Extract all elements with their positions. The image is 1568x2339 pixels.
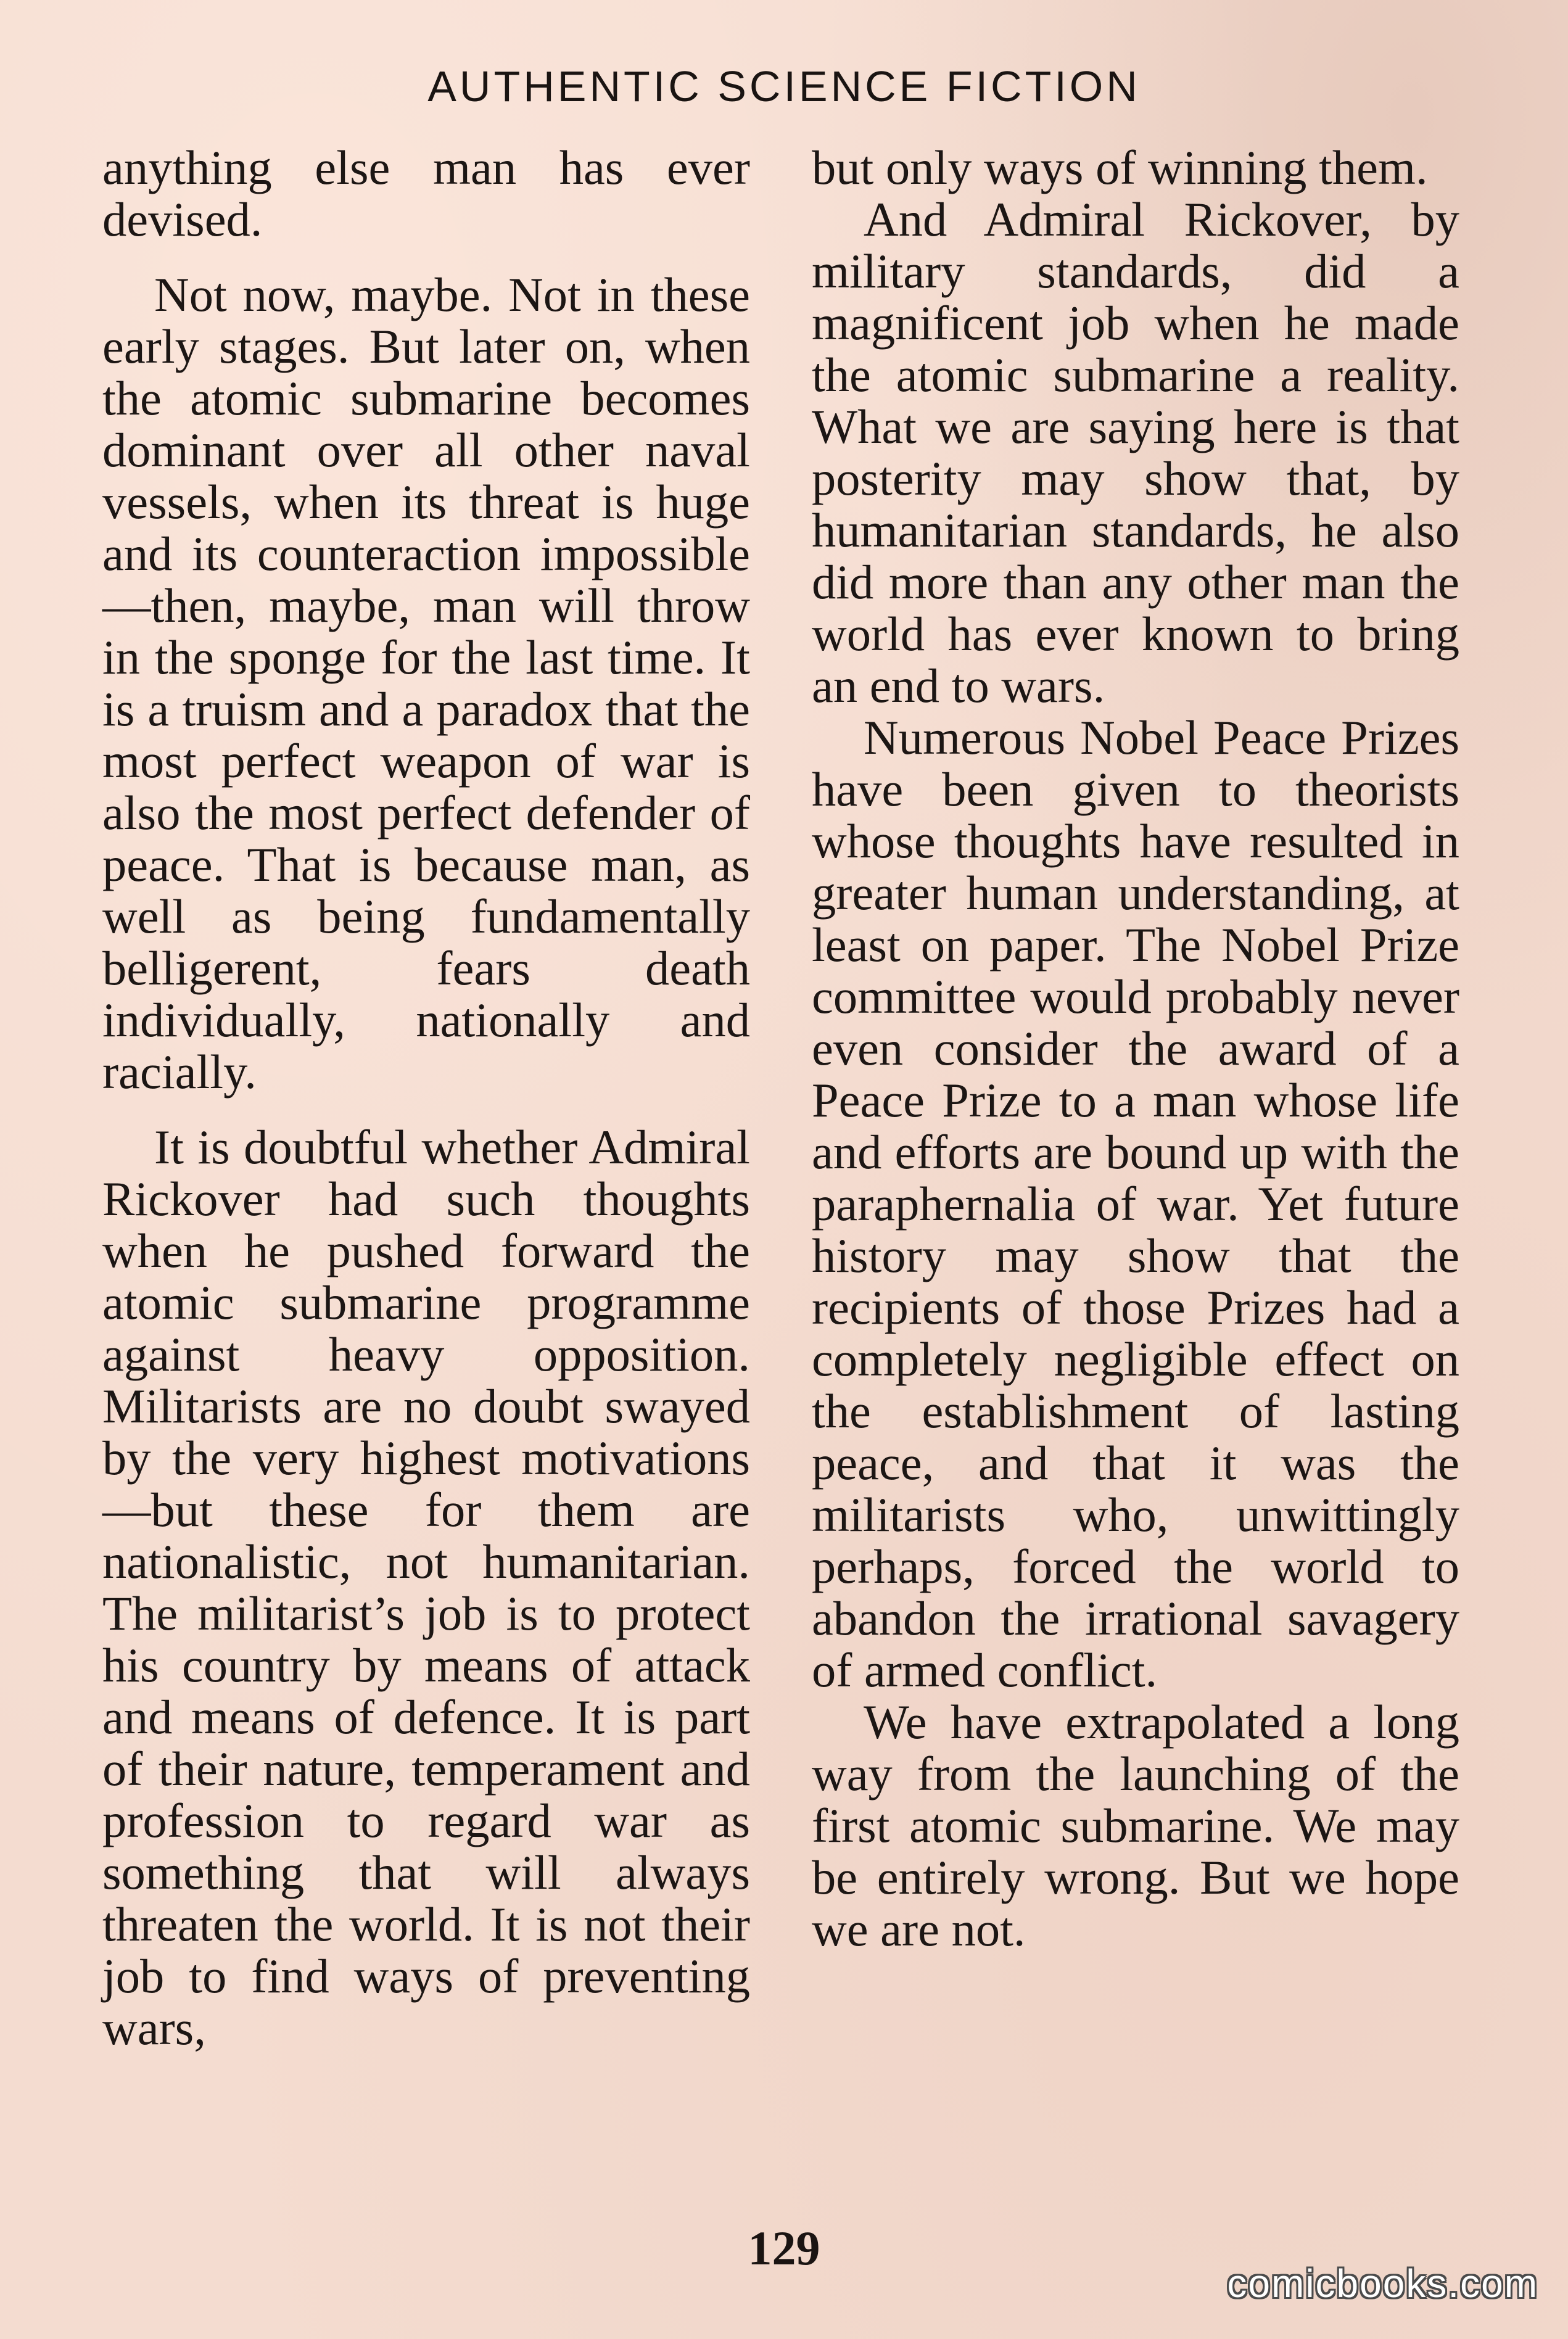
- paragraph: Numerous Nobel Peace Prizes have been given to theorists whose thoughts have resulted in greater human understanding, at least on paper. The Nobel Prize committee would probably never even consider the award of a Peace Prize to a man whose life and efforts are bound up with the paraphernalia of war. Yet future history may show that the recipients of those Prizes had a completely negligible effect on the establishment of lasting peace, and that it was the militarists who, unwittingly perhaps, forced the world to abandon the irrational savagery of armed conflict.: [812, 711, 1459, 1697]
- paragraph: We have extrapolated a long way from the launching of the first atomic submarine. We may be entirely wrong. But we hope we are not.: [812, 1695, 1459, 1956]
- paragraph: And Admiral Rickover, by military standards, did a magnificent job when he made the atomic submarine a reality. What we are saying here is that posterity may show that, by humanitarian standards, he also did more than any other man the world has ever known to bring an end to wars.: [812, 192, 1459, 712]
- running-head: AUTHENTIC SCIENCE FICTION: [427, 62, 1141, 110]
- left-column: [102, 142, 750, 2054]
- watermark: comicbooks.com: [1227, 2261, 1538, 2306]
- paragraph: anything else man has ever devised.: [102, 141, 750, 246]
- paragraph: but only ways of winning them.: [812, 141, 1428, 194]
- paragraph: It is doubtful whether Admiral Rickover had such thoughts when he pushed forward the atomic submarine programme against heavy opposition. Militarists are no doubt swayed by the very highest motivations—but these for them are nationalistic, not humanitarian. The militarist’s job is to protect his country by means of attack and means of defence. It is part of their nature, temperament and profession to regard war as something that will always threaten the world. It is not their job to find ways of preventing wars,: [102, 1120, 750, 2055]
- paragraph: Not now, maybe. Not in these early stages. But later on, when the atomic submarine becomes dominant over all other naval vessels, when its threat is huge and its counteraction impossible—then, maybe, man will throw in the sponge for the last time. It is a truism and a paradox that the most perfect weapon of war is also the most perfect defender of peace. That is because man, as well as being fundamentally belligerent, fears death individually, nationally and racially.: [102, 268, 750, 1099]
- right-column: [812, 142, 1459, 1955]
- page-number: 129: [748, 2221, 820, 2275]
